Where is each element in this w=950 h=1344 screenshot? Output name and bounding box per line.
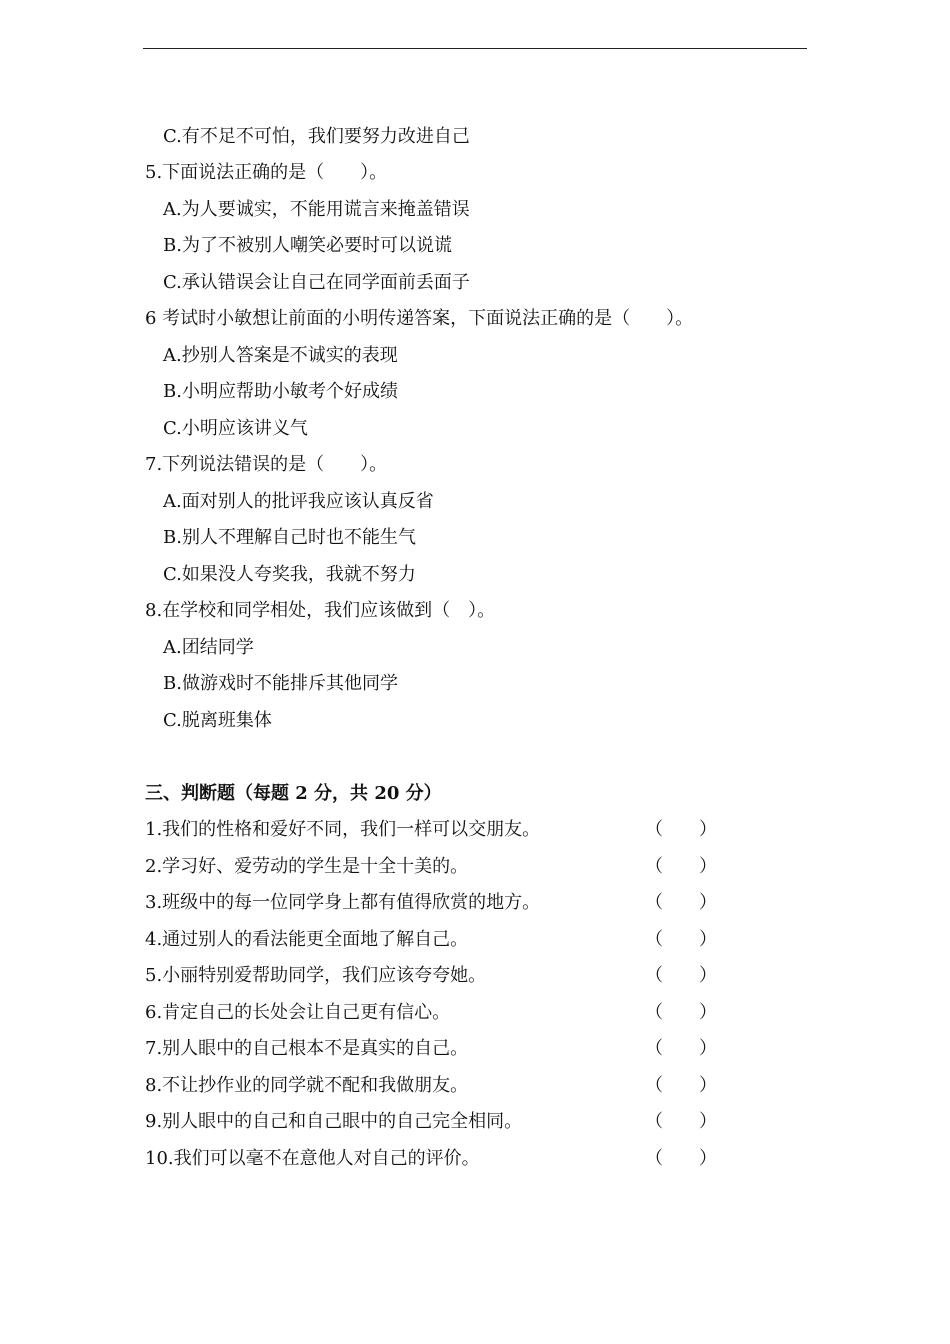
tf-item-text: 1.我们的性格和爱好不同，我们一样可以交朋友。 (145, 819, 541, 840)
tf-item-text: 7.别人眼中的自己根本不是真实的自己。 (145, 1038, 469, 1059)
answer-parentheses: （ ） (645, 819, 717, 840)
question-5-stem: 5.下面说法正确的是（ ）。 (145, 162, 388, 183)
answer-parentheses: （ ） (645, 1002, 717, 1023)
option-7a: A.面对别人的批评我应该认真反省 (163, 491, 434, 512)
tf-item-text: 8.不让抄作业的同学就不配和我做朋友。 (145, 1075, 469, 1096)
answer-parentheses: （ ） (645, 892, 717, 913)
option-5c: C.承认错误会让自己在同学面前丢面子 (163, 272, 470, 293)
answer-parentheses: （ ） (645, 929, 717, 950)
answer-parentheses: （ ） (645, 1148, 717, 1169)
question-8-stem: 8.在学校和同学相处，我们应该做到（ ）。 (145, 600, 496, 621)
tf-item-text: 5.小丽特别爱帮助同学，我们应该夸夸她。 (145, 965, 487, 986)
option-5b: B.为了不被别人嘲笑必要时可以说谎 (163, 235, 452, 256)
answer-parentheses: （ ） (645, 856, 717, 877)
section-3-title: 三、判断题（每题 2 分，共 20 分） (145, 783, 442, 804)
option-7c: C.如果没人夸奖我，我就不努力 (163, 564, 416, 585)
option-6c: C.小明应该讲义气 (163, 418, 308, 439)
option-8c: C.脱离班集体 (163, 710, 272, 731)
tf-item-text: 10.我们可以毫不在意他人对自己的评价。 (145, 1148, 480, 1169)
answer-parentheses: （ ） (645, 1038, 717, 1059)
question-7-stem: 7.下列说法错误的是（ ）。 (145, 454, 388, 475)
header-rule (143, 48, 807, 49)
option-5a: A.为人要诚实，不能用谎言来掩盖错误 (163, 199, 470, 220)
tf-item-text: 9.别人眼中的自己和自己眼中的自己完全相同。 (145, 1111, 523, 1132)
tf-item-text: 4.通过别人的看法能更全面地了解自己。 (145, 929, 469, 950)
option-6b: B.小明应帮助小敏考个好成绩 (163, 381, 398, 402)
answer-parentheses: （ ） (645, 965, 717, 986)
tf-item-text: 2.学习好、爱劳动的学生是十全十美的。 (145, 856, 469, 877)
option-6a: A.抄别人答案是不诚实的表现 (163, 345, 398, 366)
option-8b: B.做游戏时不能排斥其他同学 (163, 673, 398, 694)
option-4c: C.有不足不可怕，我们要努力改进自己 (163, 126, 470, 147)
question-6-stem: 6 考试时小敏想让前面的小明传递答案，下面说法正确的是（ ）。 (145, 308, 694, 329)
answer-parentheses: （ ） (645, 1111, 717, 1132)
option-7b: B.别人不理解自己时也不能生气 (163, 527, 416, 548)
tf-item-text: 6.肯定自己的长处会让自己更有信心。 (145, 1002, 451, 1023)
option-8a: A.团结同学 (163, 637, 254, 658)
tf-item-text: 3.班级中的每一位同学身上都有值得欣赏的地方。 (145, 892, 541, 913)
answer-parentheses: （ ） (645, 1075, 717, 1096)
